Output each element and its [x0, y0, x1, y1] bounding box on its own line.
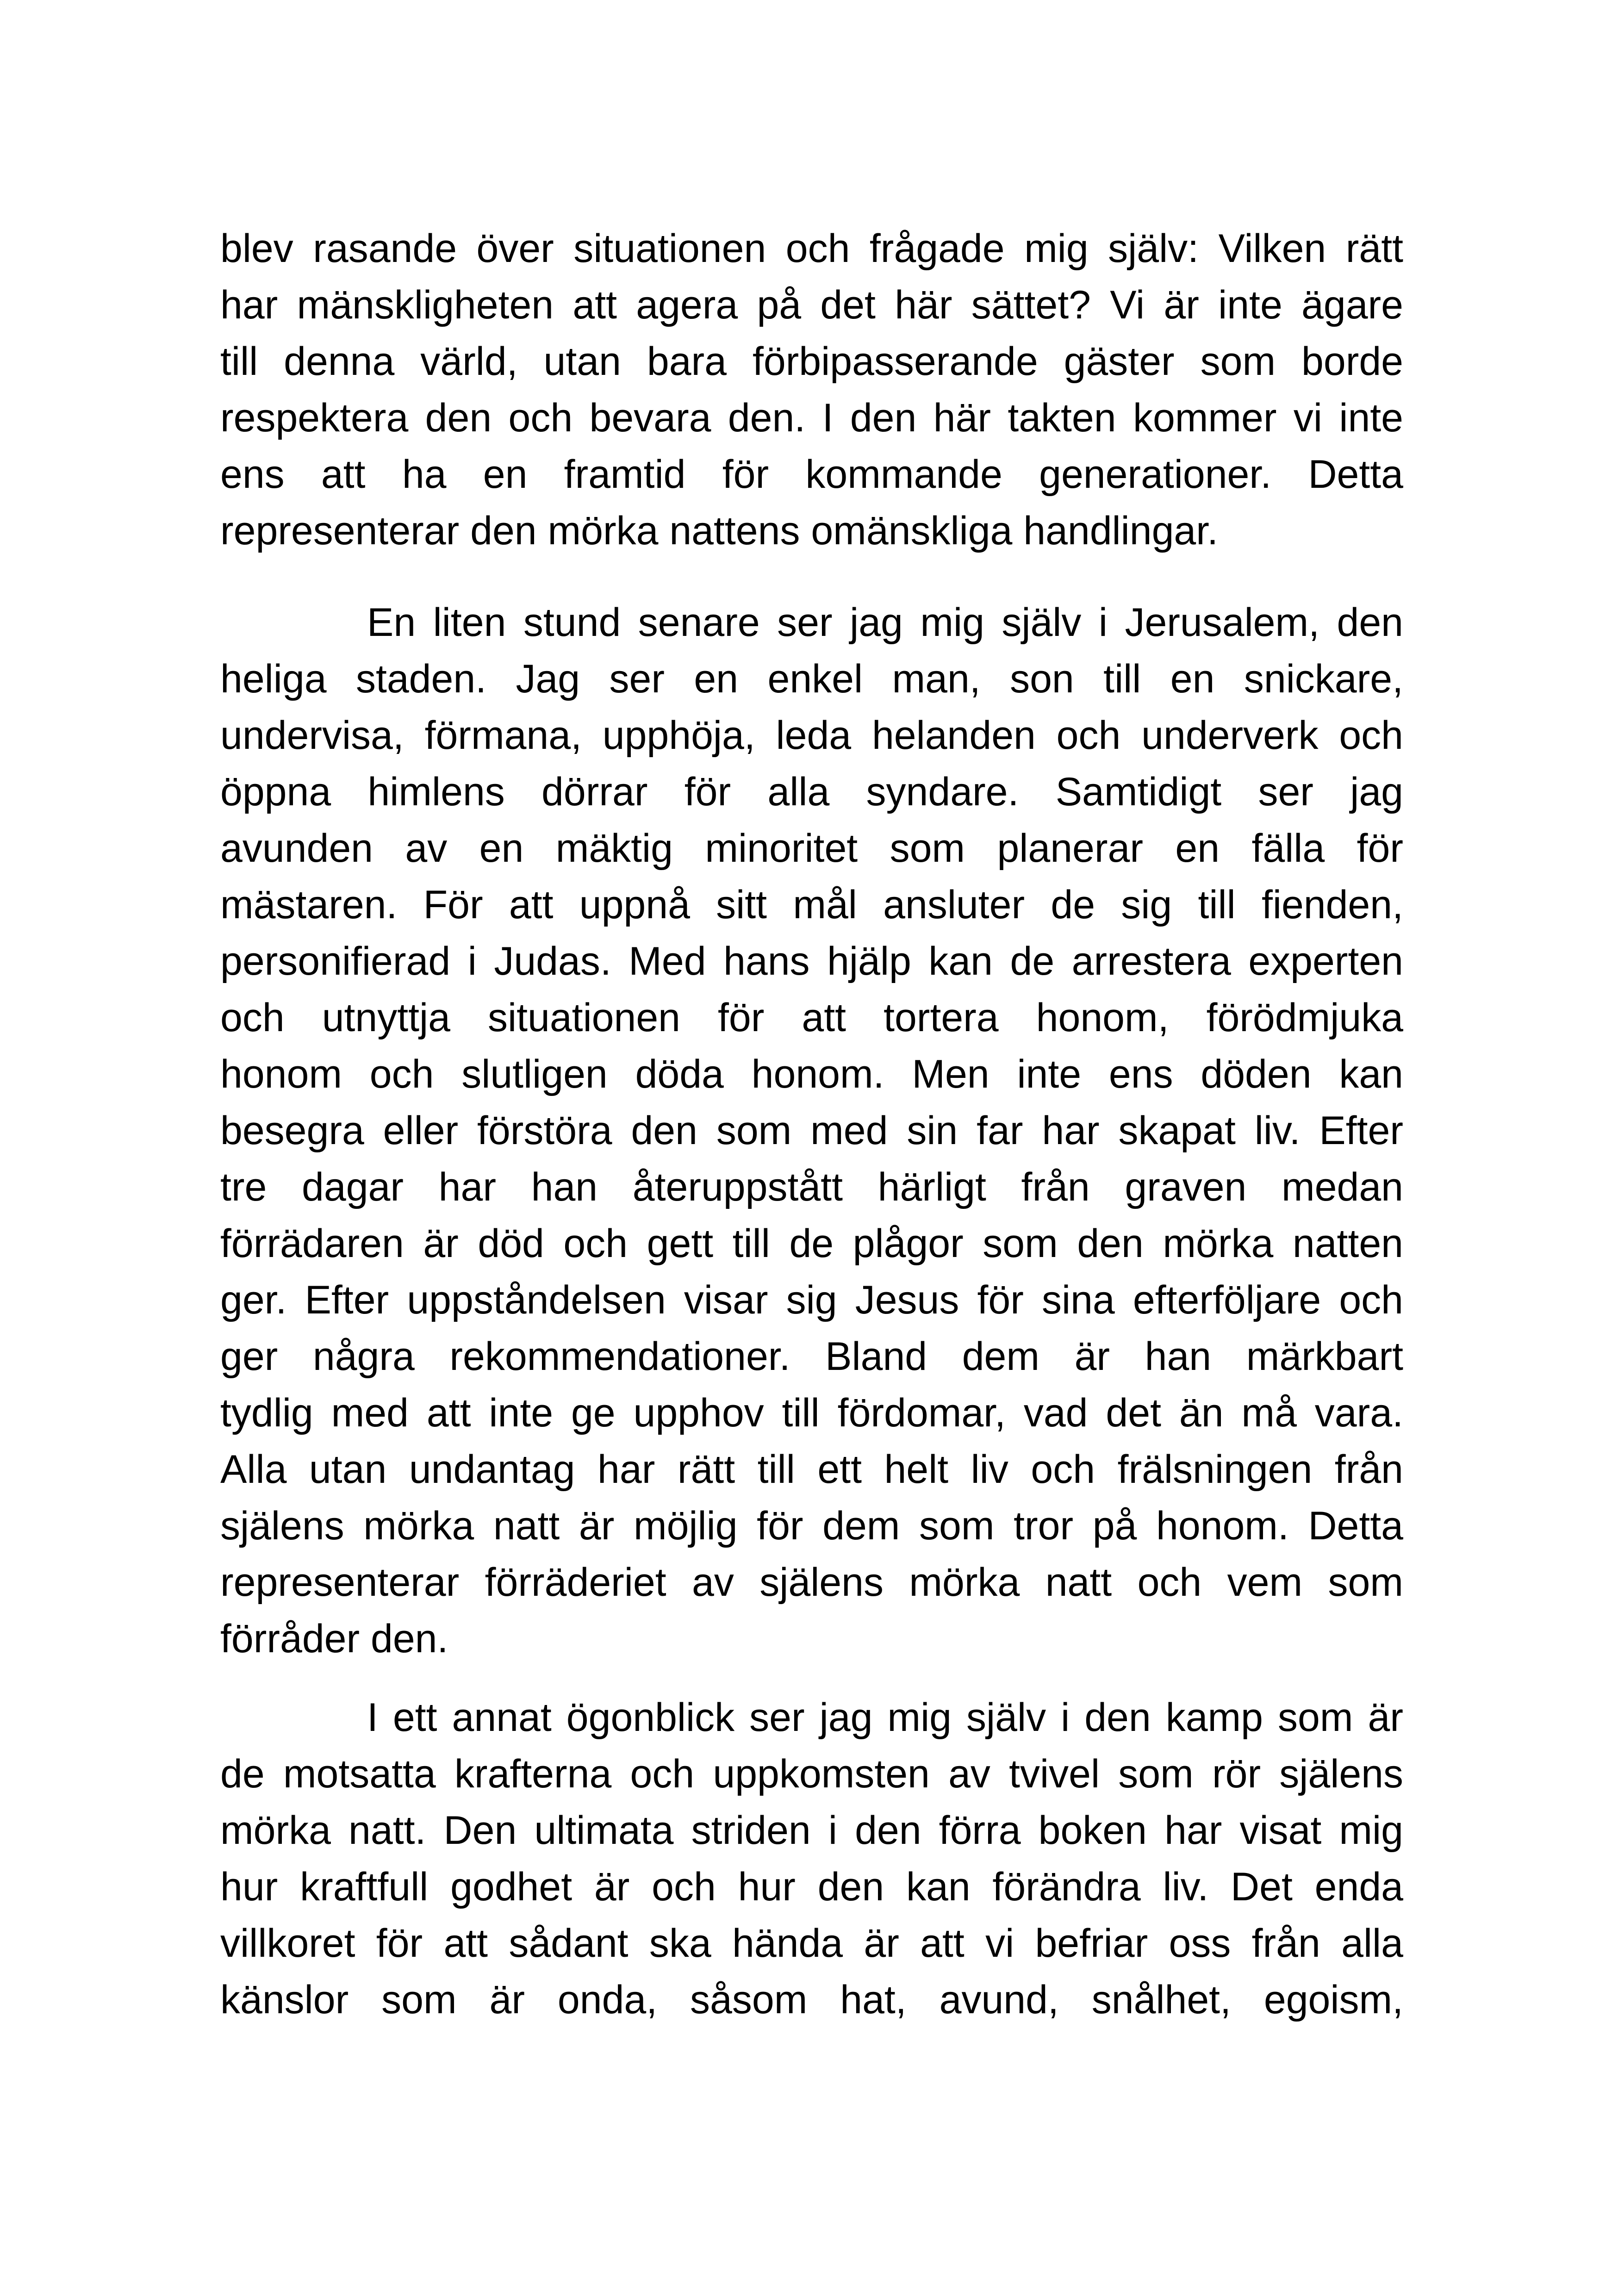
text-line: Alla utan undantag har rätt till ett helt liv och frälsningen från [220, 1447, 1403, 1492]
text-line: avunden av en mäktig minoritet som planerar en fälla för [220, 826, 1403, 871]
text-line: respektera den och bevara den. I den här takten kommer vi inte [220, 396, 1403, 440]
text-line: de motsatta krafterna och uppkomsten av tvivel som rör själens [220, 1752, 1403, 1796]
text-line: tre dagar har han återuppstått härligt från graven medan [220, 1165, 1403, 1209]
text-line: representerar förräderiet av själens mörka natt och vem som [220, 1560, 1403, 1605]
paragraph-2 [220, 594, 1403, 1667]
text-line: personifierad i Judas. Med hans hjälp kan de arrestera experten [220, 939, 1403, 983]
text-line: öppna himlens dörrar för alla syndare. Samtidigt ser jag [220, 770, 1403, 814]
text-line: hur kraftfull godhet är och hur den kan förändra liv. Det enda [220, 1865, 1403, 1909]
text-line: En liten stund senare ser jag mig själv i Jerusalem, den [367, 600, 1403, 645]
paragraph-1 [220, 220, 1403, 559]
paragraph-3 [220, 1689, 1403, 2028]
text-line: till denna värld, utan bara förbipasserande gäster som borde [220, 339, 1403, 384]
text-line: förråder den. [220, 1617, 448, 1661]
text-line: känslor som är onda, såsom hat, avund, snålhet, egoism, [220, 1978, 1403, 2022]
text-line: representerar den mörka nattens omänskliga handlingar. [220, 509, 1219, 553]
text-line: villkoret för att sådant ska hända är att vi befriar oss från alla [220, 1921, 1403, 1966]
text-line: honom och slutligen döda honom. Men inte ens döden kan [220, 1052, 1403, 1096]
text-line: har mänskligheten att agera på det här sättet? Vi är inte ägare [220, 283, 1403, 327]
text-line: ger. Efter uppståndelsen visar sig Jesus för sina efterföljare och [220, 1278, 1403, 1322]
text-line: och utnyttja situationen för att tortera honom, förödmjuka [220, 996, 1403, 1040]
text-line: tydlig med att inte ge upphov till fördomar, vad det än må vara. [220, 1391, 1403, 1435]
text-line: själens mörka natt är möjlig för dem som tror på honom. Detta [220, 1504, 1403, 1548]
text-line: mörka natt. Den ultimata striden i den förra boken har visat mig [220, 1808, 1403, 1853]
text-line: heliga staden. Jag ser en enkel man, son till en snickare, [220, 657, 1403, 701]
text-line: ens att ha en framtid för kommande generationer. Detta [220, 452, 1403, 497]
text-line: ger några rekommendationer. Bland dem är han märkbart [220, 1334, 1403, 1379]
text-line: undervisa, förmana, upphöja, leda helanden och underverk och [220, 713, 1403, 758]
text-line: besegra eller förstöra den som med sin far har skapat liv. Efter [220, 1108, 1403, 1153]
text-line: blev rasande över situationen och frågade mig själv: Vilken rätt [220, 226, 1403, 271]
text-line: mästaren. För att uppnå sitt mål ansluter de sig till fienden, [220, 883, 1403, 927]
text-line: förrädaren är död och gett till de plågor som den mörka natten [220, 1221, 1403, 1266]
text-line: I ett annat ögonblick ser jag mig själv i den kamp som är [367, 1695, 1403, 1740]
